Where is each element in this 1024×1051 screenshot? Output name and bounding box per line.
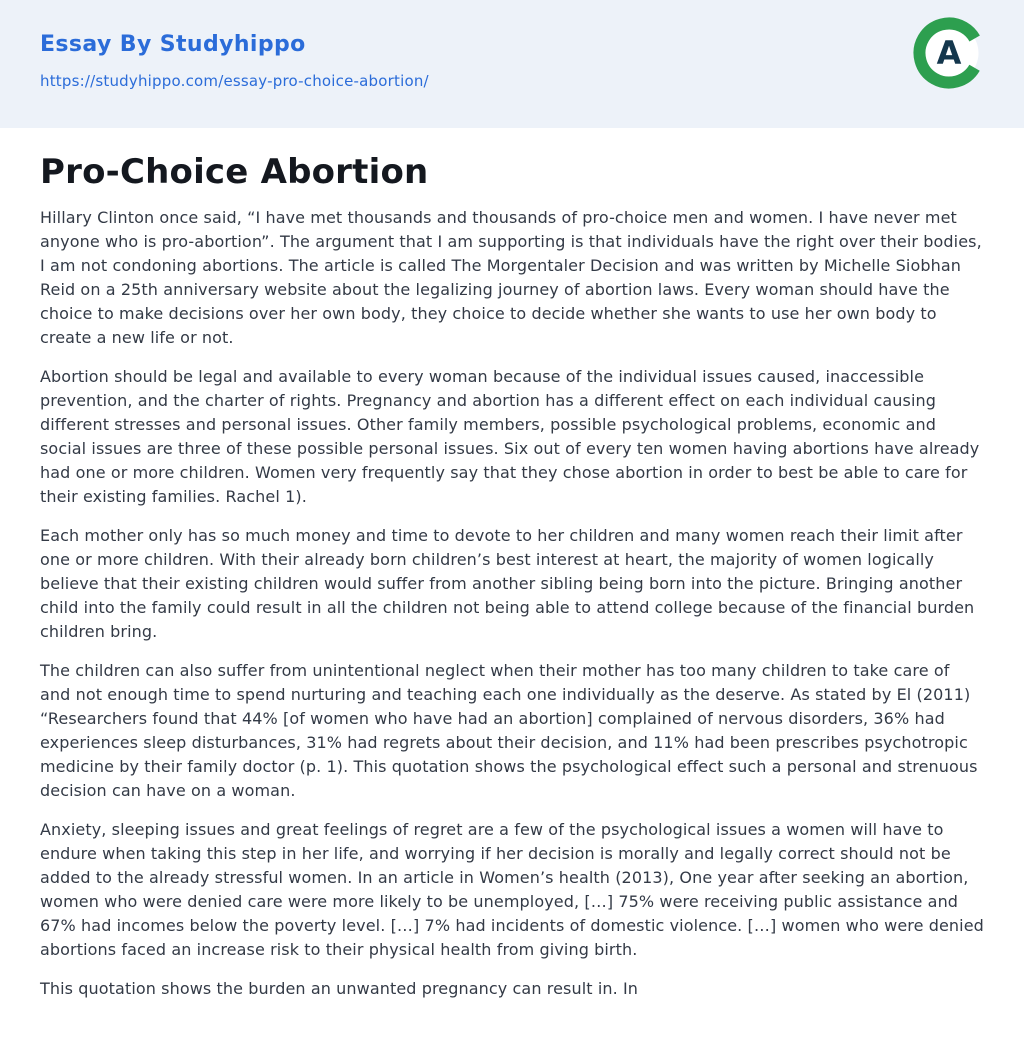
article-paragraph: Abortion should be legal and available to every woman because of the individual issues caused, inaccessible prevention, and the charter of rights. Pregnancy and abortion has a different effect on each individual causing different stresses and personal issues. Other family members, possible psychological problems, economic and social issues are three of these possible personal issues. Six out of every ten women having abortions have already had one or more children. Women very frequently say that they chose abortion in order to best be able to care for their existing families. Rachel 1). xyxy=(40,367,980,506)
site-title: Essay By Studyhippo xyxy=(40,32,306,57)
article-paragraph: Hillary Clinton once said, “I have met thousands and thousands of pro-choice men and women. I have never met anyone who is pro-abortion”. The argument that I am supporting is that individuals have the right over their bodies, I am not condoning abortions. The article is called The Morgentaler Decision and was written by Michelle Siobhan Reid on a 25th anniversary website about the legalizing journey of abortion laws. Every woman should have the choice to make decisions over her own body, they choice to decide whether she wants to use her own body to create a new life or not. xyxy=(40,208,982,347)
article-container xyxy=(0,128,1024,1031)
article-paragraph: Anxiety, sleeping issues and great feelings of regret are a few of the psychological issues a women will have to endure when taking this step in her life, and worrying if her decision is morally and legally correct should not be added to the already stressful women. In an article in Women’s health (2013), One year after seeking an abortion, women who were denied care were more likely to be unemployed, […] 75% were receiving public assistance and 67% had incomes below the poverty level. […] 7% had incidents of domestic violence. […] women who were denied abortions faced an increase risk to their physical health from giving birth. xyxy=(40,820,984,959)
article-body xyxy=(40,206,984,1001)
source-url-link[interactable]: https://studyhippo.com/essay-pro-choice-abortion/ xyxy=(40,72,429,90)
studyhippo-logo-icon xyxy=(913,17,985,89)
article-paragraph: This quotation shows the burden an unwanted pregnancy can result in. In xyxy=(40,979,639,998)
article-paragraph: The children can also suffer from unintentional neglect when their mother has too many children to take care of and not enough time to spend nurturing and teaching each one individually as the deserve. As stated by El (2011) “Researchers found that 44% [of women who have had an abortion] complained of nervous disorders, 36% had experiences sleep disturbances, 31% had regrets about their decision, and 11% had been prescribes psychotropic medicine by their family doctor (p. 1). This quotation shows the psychological effect such a personal and strenuous decision can have on a woman. xyxy=(40,661,978,800)
studyhippo-logo[interactable] xyxy=(913,17,985,89)
logo-letter: A xyxy=(936,34,962,72)
article-title: Pro-Choice Abortion xyxy=(40,152,429,192)
page-header xyxy=(0,0,1024,128)
article-paragraph: Each mother only has so much money and time to devote to her children and many women reach their limit after one or more children. With their already born children’s best interest at heart, the majority of women logically believe that their existing children would suffer from another sibling being born into the picture. Bringing another child into the family could result in all the children not being able to attend college because of the financial burden children bring. xyxy=(40,526,975,641)
